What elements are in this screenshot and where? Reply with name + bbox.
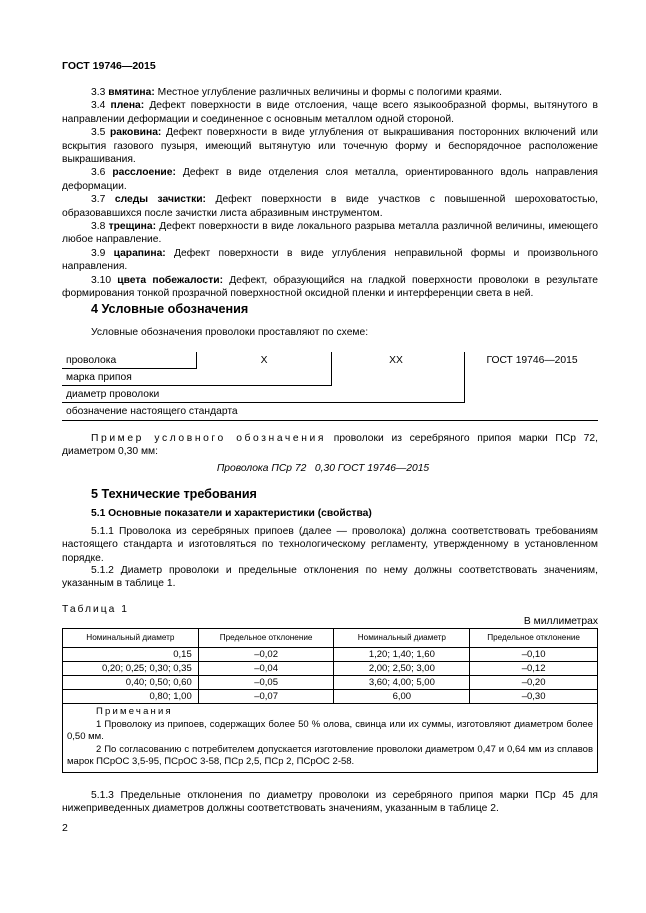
table-cell: 6,00 [334, 690, 470, 704]
table-cell: –0,04 [198, 662, 334, 676]
table-cell: 2,00; 2,50; 3,00 [334, 662, 470, 676]
table-header-row [63, 629, 598, 648]
section-4-intro: Условные обозначения проволоки проставляют по схеме: [91, 327, 369, 338]
scheme-line [62, 368, 196, 369]
designation-example: Пример условного обозначения проволоки из серебряного припоя марки ПСр 72, диаметром 0,30 мм: [62, 433, 598, 458]
definition-item: 3.6 расслоение: Дефект в виде отделения слоя металла, ориентированного вдоль направления деформации. [62, 167, 598, 192]
scheme-line [331, 352, 332, 386]
paragraph-5-1-3: 5.1.3 Предельные отклонения по диаметру проволоки из серебряного припоя марки ПСр 45 для нижеприведенных диаметров должны соответствовать значениям, указанным в таблице 2. [62, 790, 598, 815]
document-header: ГОСТ 19746—2015 [62, 60, 156, 72]
table-notes-row [63, 704, 598, 773]
table-1 [62, 628, 598, 773]
section-4-title: 4 Условные обозначения [91, 302, 249, 316]
table-cell: –0,10 [470, 648, 598, 662]
table-row [63, 690, 598, 704]
table-cell: 0,80; 1,00 [63, 690, 199, 704]
scheme-line [62, 420, 598, 421]
scheme-row-diameter: диаметр проволоки [66, 389, 160, 400]
paragraph-5-1-2: 5.1.2 Диаметр проволоки и предельные отклонения по нему должны соответствовать значениям, указанным в таблице 1. [62, 565, 598, 590]
scheme-line [464, 352, 465, 403]
scheme-value-diameter: XX [389, 355, 403, 366]
definitions-list [62, 86, 598, 301]
definition-item: 3.8 трещина: Дефект поверхности в виде локального разрыва металла различной величины, имеющего любое направление. [62, 221, 598, 246]
table-cell: –0,07 [198, 690, 334, 704]
table-cell: 3,60; 4,00; 5,00 [334, 676, 470, 690]
scheme-value-grade: X [260, 355, 268, 366]
definition-item: 3.7 следы зачистки: Дефект поверхности в виде участков с повышенной шероховатостью, образовавшихся после зачистки листа абразивным инструментом. [62, 194, 598, 219]
table-1-units: В миллиметрах [523, 616, 598, 627]
table-row [63, 676, 598, 690]
scheme-line [62, 402, 464, 403]
note-item: 2 По согласованию с потребителем допускается изготовление проволоки диаметром 0,47 и 0,64 мм из сплавов марок ПСрОС 3,5-95, ПСрОС 3-58, ПСр 2,5, ПСр 2, ПСрОС 2-58. [67, 743, 593, 768]
table-row [63, 662, 598, 676]
definition-item: 3.9 царапина: Дефект поверхности в виде углубления неправильной формы и произвольного направления. [62, 247, 598, 273]
scheme-row-grade: марка припоя [66, 372, 132, 383]
section-5-title: 5 Технические требования [91, 487, 257, 501]
table-cell: –0,02 [198, 648, 334, 662]
scheme-row-standard: обозначение настоящего стандарта [66, 406, 238, 417]
definition-item: 3.5 раковина: Дефект поверхности в виде углубления от выкрашивания посторонних включений или вскрытия газового пузыря, имеющий вытянутую или точечную форму и беспорядочное расположение выкрашивания. [62, 127, 598, 166]
table-cell: –0,05 [198, 676, 334, 690]
definition-item: 3.4 плена: Дефект поверхности в виде отслоения, чаще всего языкообразной формы, вытянутого в направлении деформации и соединенное с основным металлом одной стороной. [62, 100, 598, 125]
table-cell: 0,40; 0,50; 0,60 [63, 676, 199, 690]
table-cell: 0,20; 0,25; 0,30; 0,35 [63, 662, 199, 676]
table-header-cell: Номинальный диаметр [334, 629, 470, 648]
table-cell: –0,20 [470, 676, 598, 690]
scheme-line [62, 385, 331, 386]
note-item: 1 Проволоку из припоев, содержащих более 50 % олова, свинца или их суммы, изготовляют диаметром более 0,50 мм. [67, 718, 593, 743]
designation-scheme [62, 352, 598, 422]
table-cell: –0,12 [470, 662, 598, 676]
page-number: 2 [62, 822, 68, 834]
section-5-1-title: 5.1 Основные показатели и характеристики (свойства) [91, 508, 372, 519]
table-header-cell: Номинальный диаметр [63, 629, 199, 648]
table-notes [63, 704, 598, 773]
definition-item: 3.3 вмятина: Местное углубление различных величины и формы с пологими краями. [91, 87, 503, 98]
table-cell: 1,20; 1,40; 1,60 [334, 648, 470, 662]
definition-item: 3.10 цвета побежалости: Дефект, образующийся на гладкой поверхности проволоки в результате формирования тонкой прозрачной поверхностной оксидной пленки и интерференции света в ней. [62, 274, 598, 300]
notes-title: Примечания [96, 706, 173, 717]
table-1-title: Таблица 1 [62, 604, 129, 615]
designation-example-value: Проволока ПСр 72 0,30 ГОСТ 19746—2015 [216, 463, 430, 474]
paragraph-5-1-1: 5.1.1 Проволока из серебряных припоев (далее — проволока) должна соответствовать требованиям настоящего стандарта и изготовляться по технологическому регламенту, утвержденному в установленном порядке. [62, 526, 598, 564]
scheme-line [196, 352, 197, 369]
table-row [63, 648, 598, 662]
table-cell: –0,30 [470, 690, 598, 704]
scheme-value-standard: ГОСТ 19746—2015 [486, 355, 578, 366]
table-cell: 0,15 [63, 648, 199, 662]
scheme-row-wire: проволока [66, 355, 117, 366]
table-header-cell: Предельное отклонение [470, 629, 598, 648]
table-header-cell: Предельное отклонение [198, 629, 334, 648]
